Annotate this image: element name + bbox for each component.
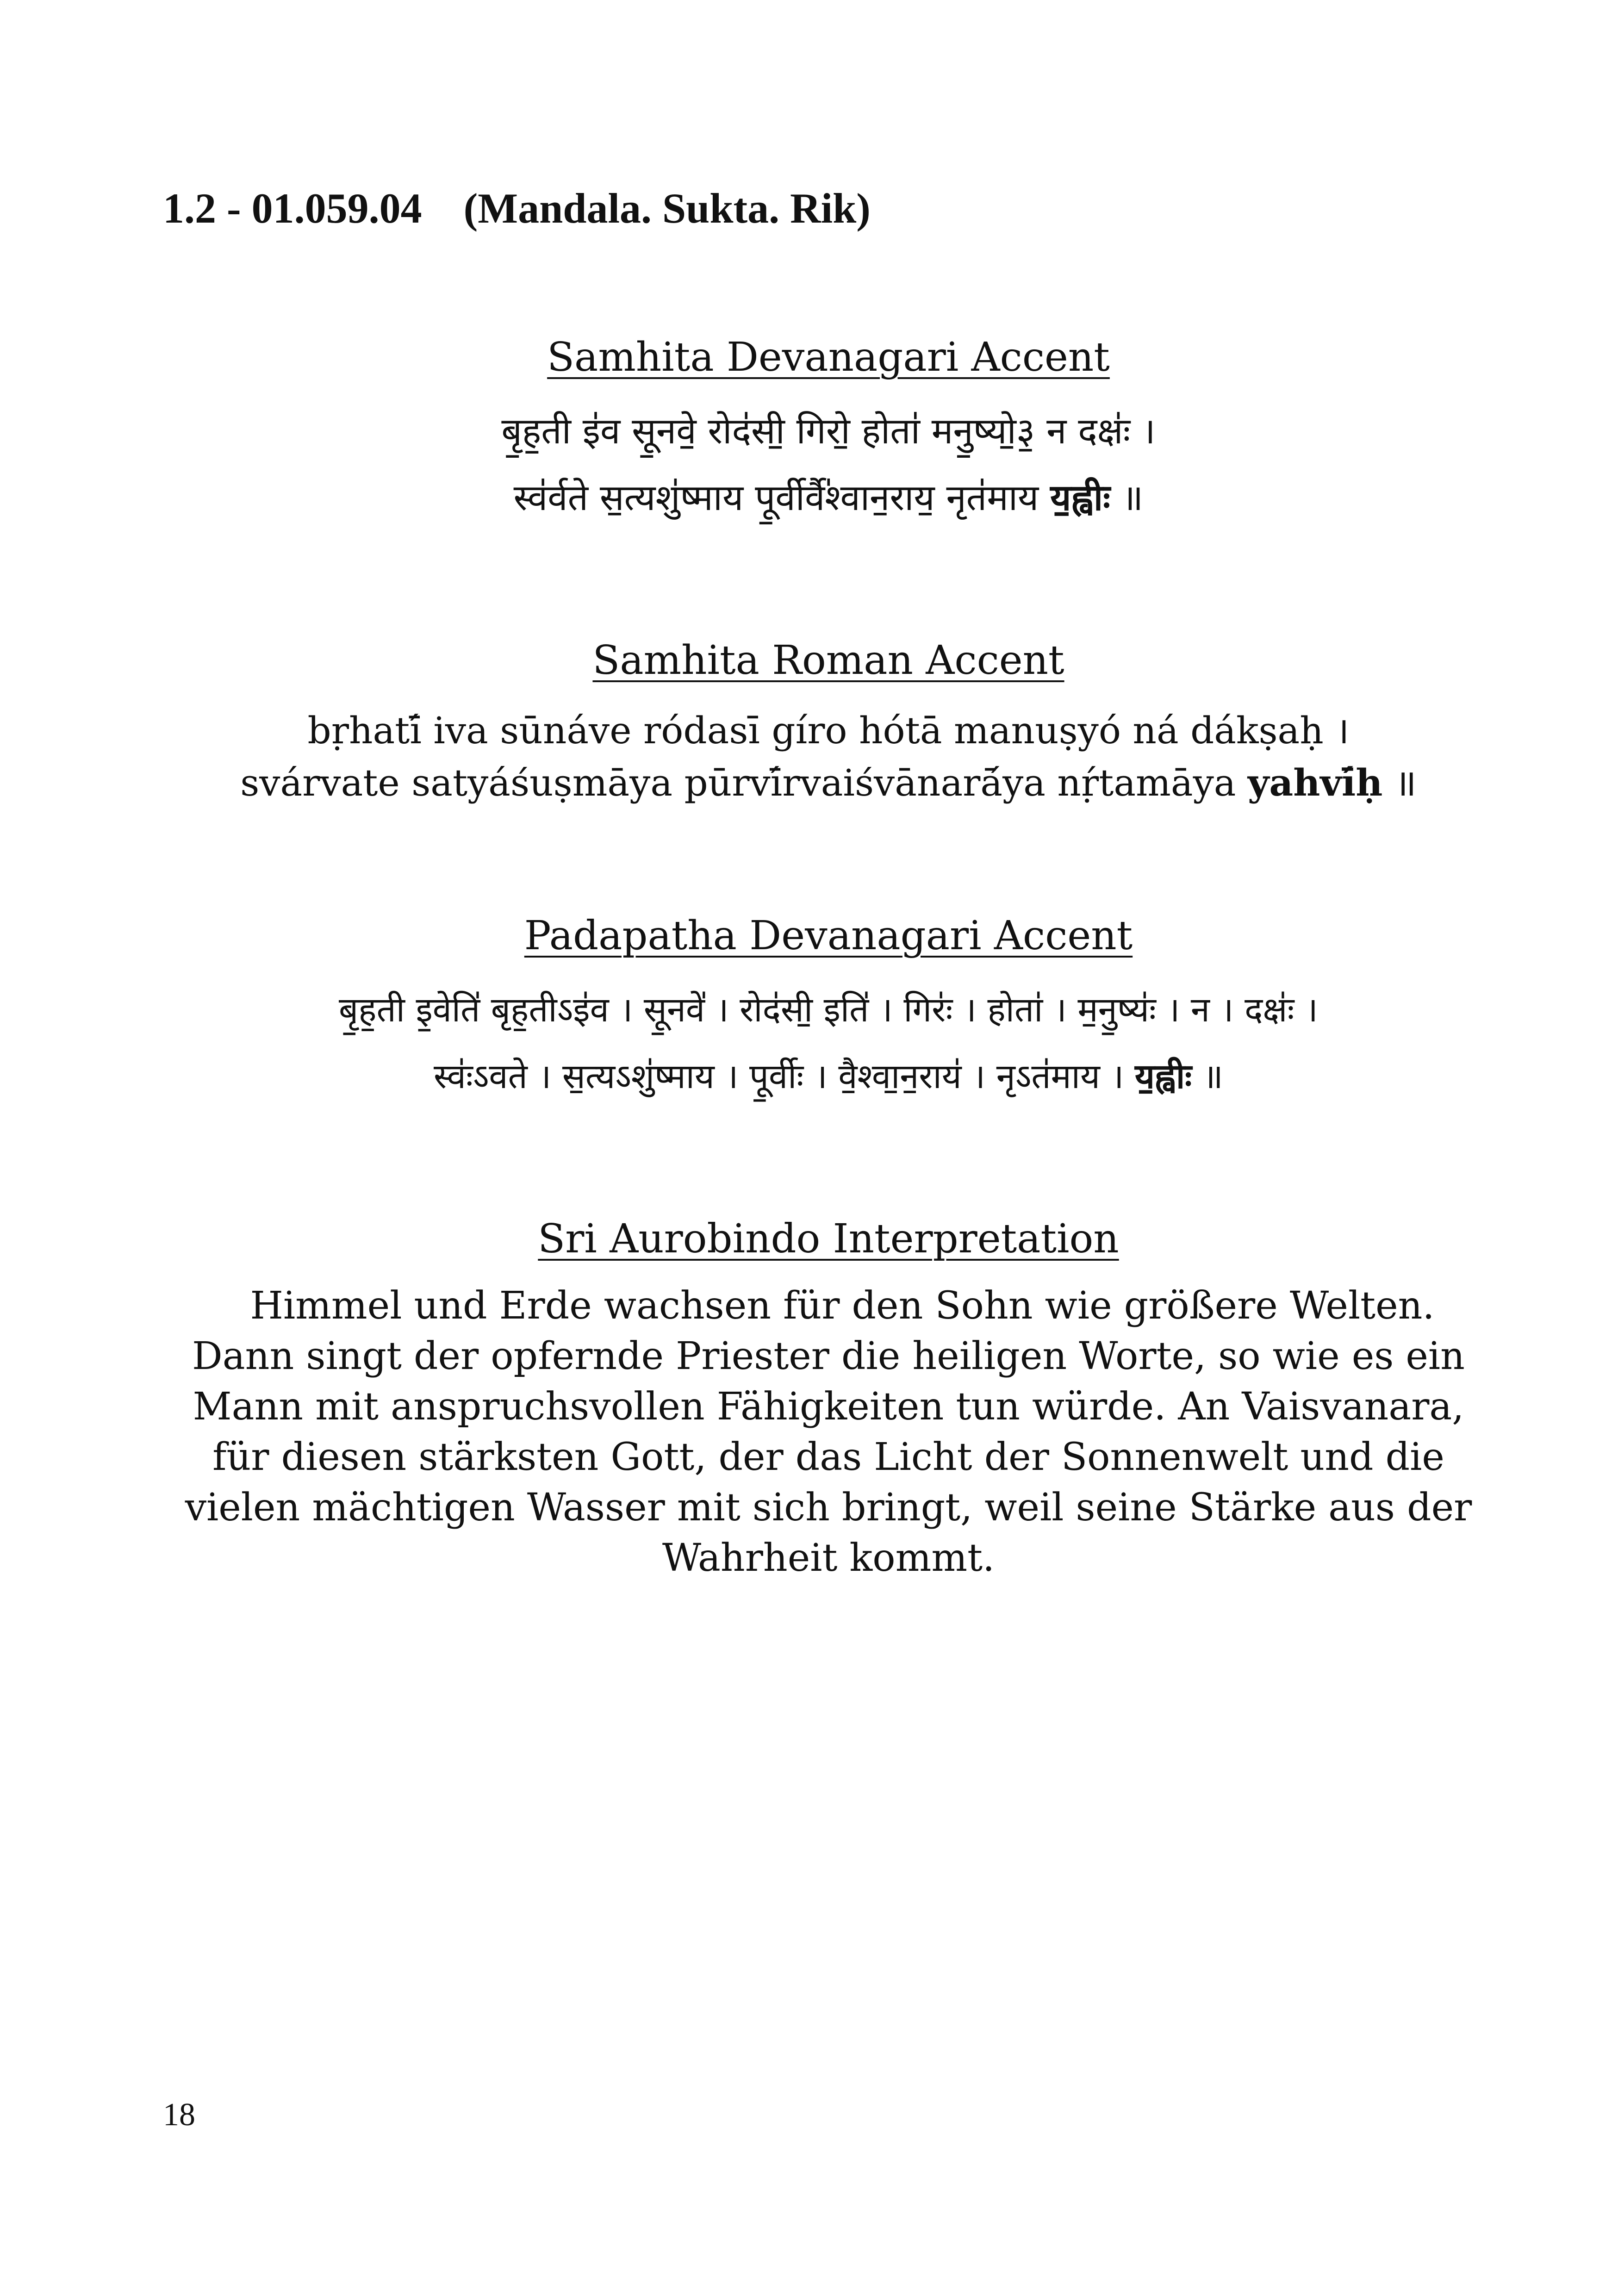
- padapatha-devanagari-section: [139, 912, 1518, 1110]
- samhita-devanagari-line-2-end: ॥: [1110, 477, 1144, 519]
- samhita-devanagari-line-1: बृ॒ह॒ती इ॑व सू॒नवे॒ रोद॑सी॒ गिरो॒ होता॑ मनु॒ष्यो॒३॒ न दक्षः॑ ।: [501, 411, 1156, 452]
- samhita-devanagari-title: Samhita Devanagari Accent: [547, 334, 1110, 380]
- interpretation-paragraph: [139, 1281, 1518, 1583]
- interpretation-line: vielen mächtigen Wasser mit sich bringt, weil seine Stärke aus der: [185, 1486, 1472, 1530]
- interpretation-title: Sri Aurobindo Interpretation: [538, 1216, 1119, 1262]
- interpretation-line: Himmel und Erde wachsen für den Sohn wie größere Welten.: [250, 1284, 1435, 1328]
- padapatha-devanagari-line-2-bold: य॒ह्वीः: [1134, 1057, 1192, 1096]
- interpretation-line: für diesen stärksten Gott, der das Licht der Sonnenwelt und die: [212, 1435, 1444, 1479]
- verse-reference: 1.2 - 01.059.04: [163, 185, 422, 232]
- samhita-roman-section: [139, 636, 1518, 809]
- samhita-devanagari-section: [139, 333, 1518, 531]
- interpretation-line: Mann mit anspruchsvollen Fähigkeiten tun würde. An Vaisvanara,: [193, 1385, 1464, 1429]
- samhita-roman-line-2-bold: yahvī́ḥ: [1247, 761, 1383, 804]
- samhita-roman-line-2-text: svárvate satyáśuṣmāya pūrvī́rvaiśvānarā́ya nṛ́tamāya: [240, 761, 1248, 804]
- samhita-roman-line-1: bṛhatī́ iva sūnáve ródasī gíro hótā manuṣyó ná dákṣaḥ ।: [307, 709, 1350, 752]
- page-number: 18: [163, 2097, 195, 2133]
- padapatha-devanagari-line-1: बृ॒ह॒ती इ॒वेति॑ बृह॒तीऽइ॑व । सू॒नवे॑ । रोद॑सी॒ इति॑ । गिरः॑ । होता॑ । म॒नु॒ष्यः॑ । न । दक्षः॑ ।: [339, 990, 1318, 1030]
- samhita-devanagari-line-2-bold: य॒ह्वीः: [1050, 477, 1110, 519]
- verse-reference-format: (Mandala. Sukta. Rik): [463, 185, 871, 232]
- samhita-roman-line-2-end: ॥: [1382, 761, 1417, 804]
- interpretation-section: [139, 1215, 1518, 1583]
- padapatha-devanagari-line-2: [139, 1043, 1518, 1110]
- samhita-devanagari-line-2-text: स्व॑र्वते स॒त्यशु॑ष्माय पू॒र्वीर्वै॑श्वान॒राय॒ नृत॑माय: [513, 477, 1051, 519]
- padapatha-devanagari-title: Padapatha Devanagari Accent: [524, 913, 1133, 959]
- verse-heading: [163, 183, 871, 234]
- interpretation-line: Wahrheit kommt.: [662, 1536, 995, 1580]
- samhita-devanagari-line-2: [139, 465, 1518, 531]
- padapatha-devanagari-line-2-end: ॥: [1192, 1057, 1223, 1096]
- interpretation-line: Dann singt der opfernde Priester die heiligen Worte, so wie es ein: [192, 1334, 1465, 1378]
- padapatha-devanagari-line-2-text: स्वः॑ऽवते । स॒त्यऽशु॑ष्माय । पू॒र्वीः । वै॒श्वा॒न॒राय॑ । नृऽत॑माय ।: [434, 1057, 1135, 1096]
- samhita-roman-title: Samhita Roman Accent: [592, 637, 1064, 684]
- samhita-roman-line-2: [139, 757, 1518, 809]
